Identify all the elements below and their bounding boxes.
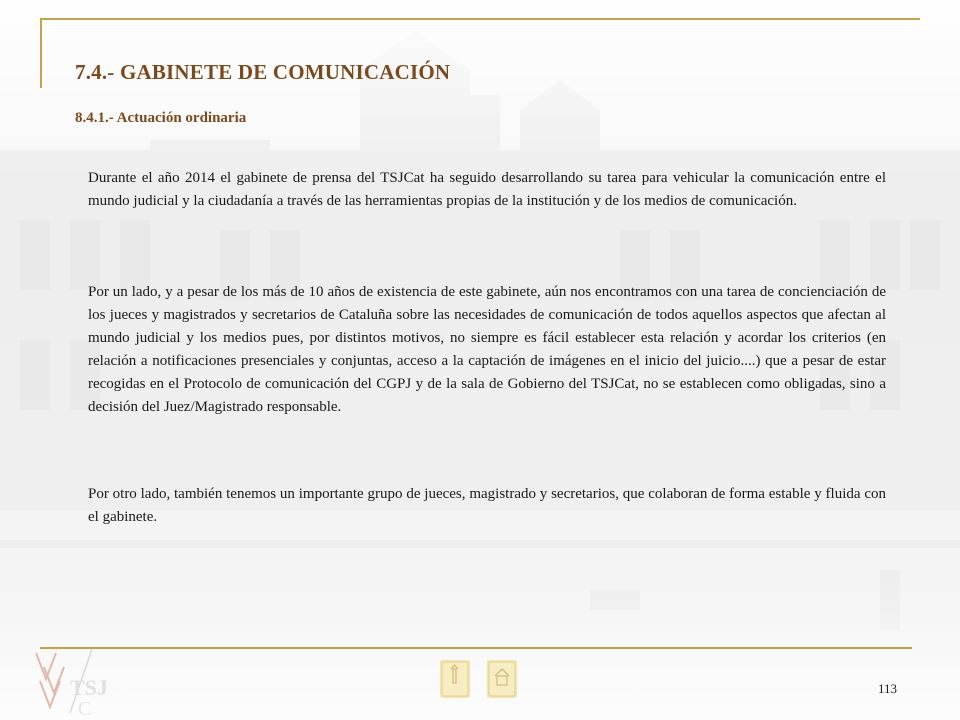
frame-top-rule (40, 18, 920, 20)
section-subtitle: 8.4.1.- Actuación ordinaria (75, 110, 247, 126)
previous-page-button[interactable] (440, 660, 470, 698)
svg-text:TSJ: TSJ (70, 675, 108, 700)
section-title: 7.4.- GABINETE DE COMUNICACIÓN (75, 60, 451, 84)
paragraph-1: Durante el año 2014 el gabinete de prensa del TSJCat ha seguido desarrollando su tarea para vehicular la comunicación entre el mundo judicial y la ciudadanía a través de las herramientas propias de la institución y de los medios de comunicación. (88, 170, 886, 209)
home-button[interactable] (487, 660, 517, 698)
paragraph-3: Por otro lado, también tenemos un importante grupo de jueces, magistrado y secretarios, que colaboran de forma estable y fluida con el gabinete. (88, 486, 886, 525)
frame-left-rule (40, 18, 42, 88)
svg-text:C: C (78, 698, 92, 717)
frame-bottom-rule (40, 647, 912, 649)
page-number: 113 (878, 681, 898, 696)
tsj-logo (30, 645, 110, 717)
paragraph-2: Por un lado, y a pesar de los más de 10 años de existencia de este gabinete, aún nos encontramos con una tarea de concienciación de los jueces y magistrados y secretarios de Cataluña sobre las necesidades de comunicación de todos aquellos aspectos que afectan al mundo judicial y los medios pues, por distintos motivos, no siempre es fácil establecer esta relación y acordar los criterios (en relación a notificaciones presenciales y conjuntas, acceso a la captación de imágenes en el inicio del juicio....) que a pesar de estar recogidas en el Protocolo de comunicación del CGPJ y de la sala de Gobierno del TSJCat, no se establecen como obligadas, sino a decisión del Juez/Magistrado responsable. (88, 284, 886, 415)
